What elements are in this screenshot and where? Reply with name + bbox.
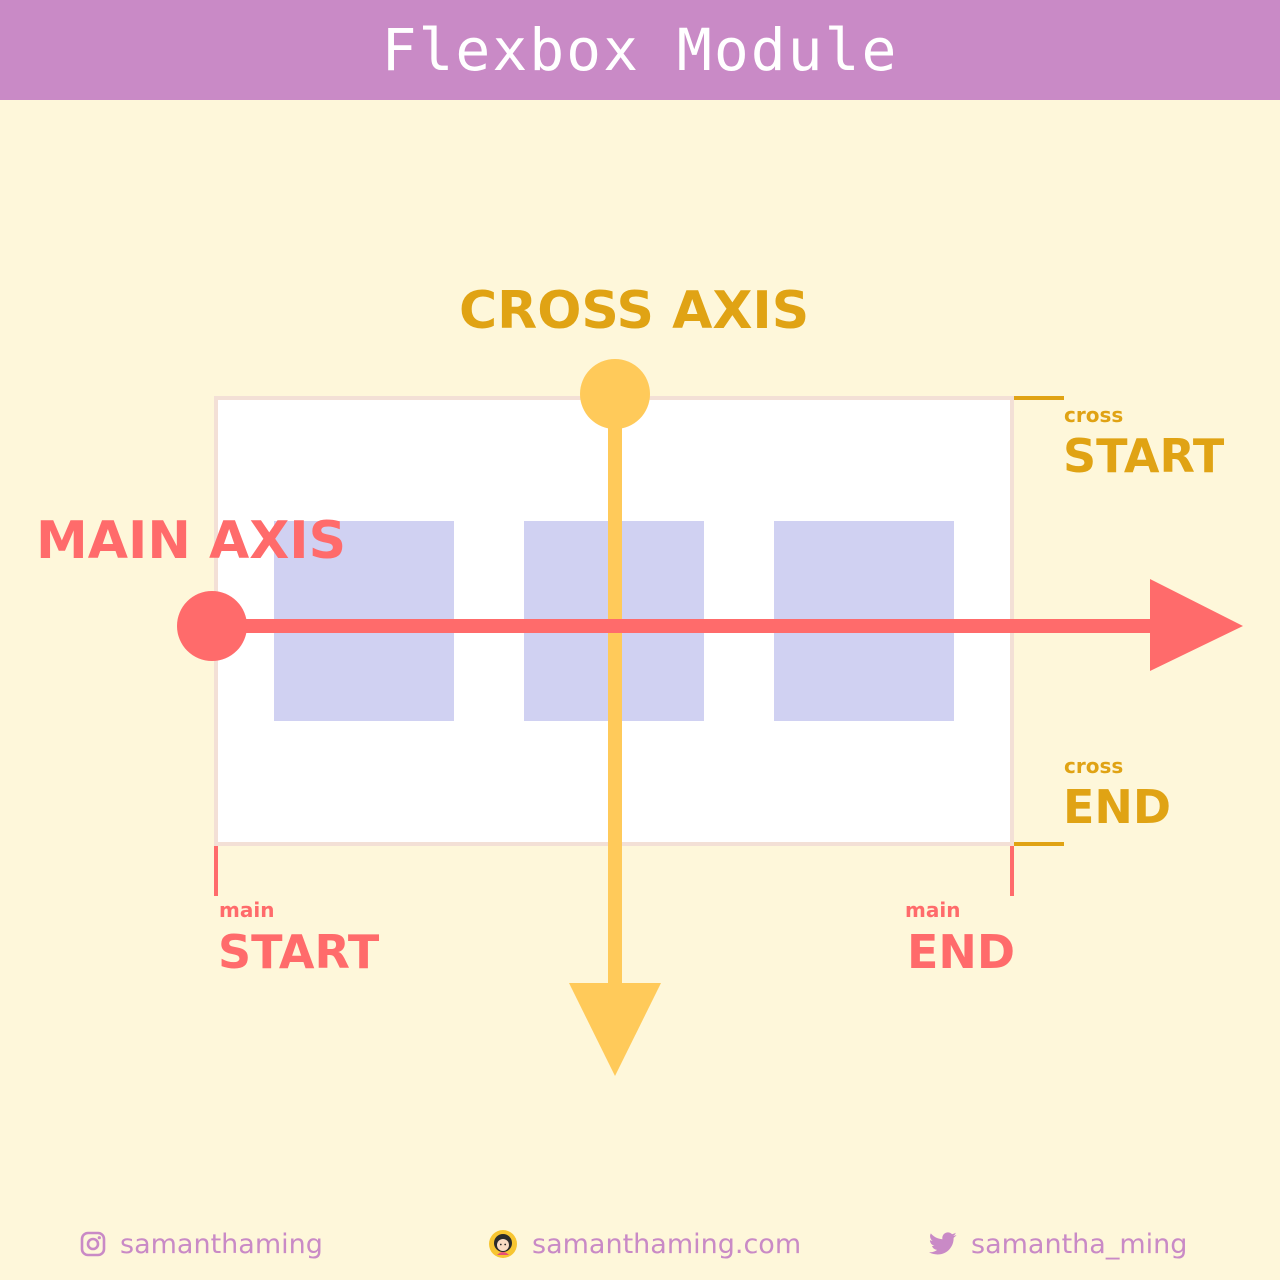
main-axis-arrowhead (1150, 579, 1243, 671)
avatar-icon (488, 1229, 518, 1259)
twitter-handle: samantha_ming (971, 1228, 1188, 1260)
cross-start-small-label: cross (1064, 403, 1124, 427)
website-url: samanthaming.com (532, 1228, 802, 1260)
page-title: Flexbox Module (381, 16, 899, 84)
main-axis-origin-dot (177, 591, 247, 661)
instagram-link[interactable] (80, 1227, 323, 1261)
main-start-label: START (218, 925, 380, 979)
website-link[interactable] (488, 1227, 801, 1261)
cross-end-small-label: cross (1064, 754, 1124, 778)
main-start-small-label: main (219, 898, 275, 922)
cross-axis-origin-dot (580, 359, 650, 429)
cross-axis-arrowhead (569, 983, 661, 1076)
instagram-handle: samanthaming (120, 1228, 323, 1260)
twitter-link[interactable] (929, 1227, 1187, 1261)
cross-end-label: END (1063, 780, 1172, 834)
instagram-icon (80, 1231, 106, 1257)
cross-axis-label: CROSS AXIS (459, 281, 810, 341)
main-end-label: END (907, 925, 1016, 979)
main-end-small-label: main (905, 898, 961, 922)
main-axis-label: MAIN AXIS (36, 511, 347, 571)
twitter-icon (929, 1232, 957, 1256)
cross-start-label: START (1063, 429, 1225, 483)
